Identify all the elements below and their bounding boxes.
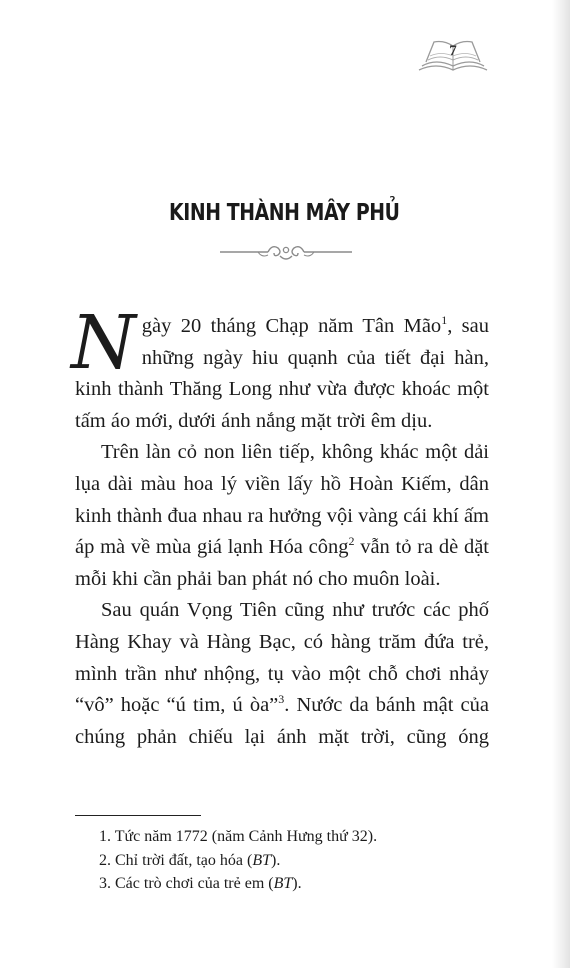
page-number-badge [416,36,490,76]
paragraph-2-text-cont: vẫn tỏ ra dè dặt mỗi khi cần phải ban phát nó cho muôn loài. [75,536,489,590]
footnote-3-close: ). [292,875,302,892]
swirl-divider-icon [218,240,354,264]
footnote-2-text: 2. Chỉ trời đất, tạo hóa ( [99,851,253,869]
footnote-3-text: 3. Các trò chơi của trẻ em ( [99,875,274,892]
paragraph-2-text: Trên làn cỏ non liên tiếp, không khác một dải lụa dài màu hoa lý viền lấy hồ Hoàn Kiếm, dân kinh thành đua nhau ra hưởng vội vàng cái khí ấm áp mà về mùa giá lạnh Hóa công [75,441,489,559]
footnote-2-editor: BT [252,851,271,869]
footnotes [99,825,479,896]
paragraph-2 [75,437,489,595]
drop-cap: N [71,300,136,386]
footnote-2-close: ). [271,851,281,869]
paragraph-3-text: Sau quán Vọng Tiên cũng như trước các phố Hàng Khay và Hàng Bạc, có hàng trăm đứa trẻ, mình trần như nhộng, tụ vào một chỗ chơi nhảy “vô” hoặc “ú tim, ú òa” [75,599,489,717]
chapter-body [71,300,489,753]
footnote-ref-1: 1 [441,313,448,328]
footnote-3 [99,872,479,896]
footnote-3-editor: BT [273,875,293,892]
paragraph-3 [75,595,489,753]
page-number: 7 [449,43,457,59]
paragraph-1-text: gày 20 tháng Chạp năm Tân Mão [141,315,442,337]
page-edge-shadow [552,0,570,968]
chapter-title: KINH THÀNH MÂY PHỦ [169,200,400,226]
footnote-1: 1. Tức năm 1772 (năm Cảnh Hưng thứ 32). [99,828,378,845]
paragraph-1-text-cont: , sau những ngày hiu quạnh của tiết đại hàn, kinh thành Thăng Long như vừa được khoác một tấm áo mới, dưới ánh nắng mặt trời êm dịu. [75,315,489,432]
footnote-ref-2: 2 [348,534,355,549]
footnote-divider [75,815,201,816]
paragraph-1 [71,300,489,437]
paragraph-3-text-cont: . Nước da bánh mật của chúng phản chiếu lại ánh mặt trời, cũng óng [75,694,489,748]
footnote-2 [99,849,479,873]
footnote-ref-3: 3 [278,692,285,707]
